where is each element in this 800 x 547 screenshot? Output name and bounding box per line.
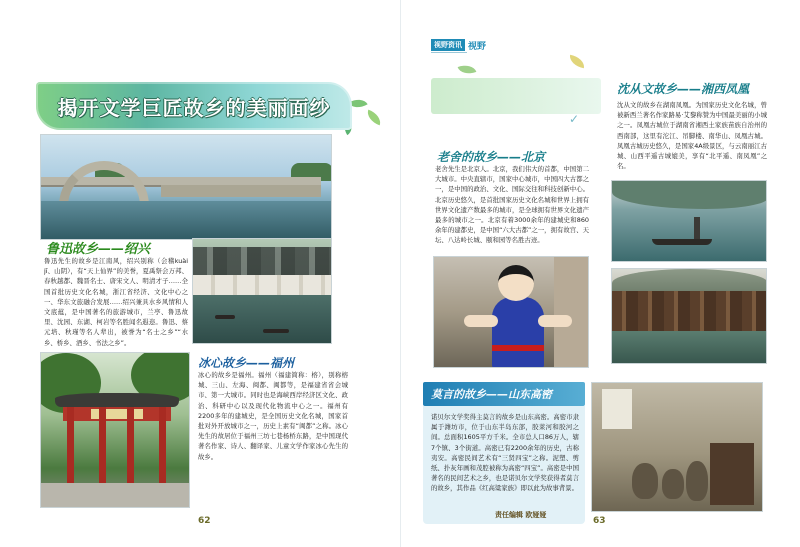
- fuzhou-text: 冰心的故乡是福州。福州（福建简称：榕），别称榕城、三山、左海、闽都、闽都等，是福建省省会城市、第一大城市。同时也是海峡西岸经济区文化、政治、科研中心以及现代化物流中心之一。福州有2200多年的建城史，是全国历史文化名城，国家首批对外开放城市之一，历史上素有“闽都”之称。冰心先生的故居位于福州三坊七巷杨桥东路，是中国现代著名作家、诗人、翻译家、儿童文学作家冰心先生的故乡。: [198, 371, 348, 461]
- banner-title: 揭开文学巨匠故乡的美丽面纱: [57, 95, 331, 120]
- page-number: 63: [593, 516, 606, 526]
- right-page: [400, 0, 800, 547]
- xiangxi-heading: 沈从文故乡——湘西凤凰: [617, 82, 750, 96]
- leaf-decoration: [365, 110, 384, 126]
- shaoxing-heading: 鲁迅故乡——绍兴: [46, 242, 151, 257]
- page-number: 62: [198, 516, 211, 526]
- figurine-photo: [433, 256, 589, 368]
- river-boat-photo: [611, 180, 767, 262]
- beijing-heading-bg: [431, 78, 601, 114]
- main-banner: [36, 82, 352, 130]
- water-town-photo: [192, 238, 332, 344]
- beijing-text: 老舍先生是北京人。北京，我们伟大的首都，中国第二大城市。中央直辖市，国家中心城市，中国四大古都之一，是中国的政治、文化、国际交往和科技创新中心。北京历史悠久，是首批国家历史文化名城和世界上拥有世界文化遗产数最多的城市，是全球拥有世界文化遗产最多的城市之一。北京有着3000余年的建城史和860余年的建都史，是中国“六大古都”之一，拥有故宫、天坛、八达岭长城、颐和园等名胜古迹。: [435, 165, 589, 245]
- stone-bridge-photo: [40, 134, 332, 240]
- xiangxi-text: 沈从文的故乡在湖南凤凰。为国家历史文化名城，曾被新西兰著名作家路易·艾黎称赞为中国最美丽的小城之一。凤凰古城位于湖南省湘西土家族苗族自治州的西南部，这里有沱江、吊脚楼、南华山、凤凰古城。凤凰古城历史悠久，是国家4A级景区，与云南丽江古城、山西平遥古城媲美，享有“北平遥、南凤凰”之名。: [617, 101, 767, 171]
- section-tag: [431, 38, 486, 52]
- bird-icon: ✓: [569, 112, 580, 126]
- fuzhou-heading: 冰心故乡——福州: [198, 356, 295, 370]
- leaf-decoration: [458, 62, 477, 78]
- section-tag-box: 视野资讯: [431, 39, 465, 51]
- shandong-text: 诺贝尔文学奖得主莫言的故乡是山东高密。高密市隶属于潍坊市，位于山东半岛东部，胶莱河和胶河之间。总面积1605平方千米。全市总人口86万人，辖7个镇、3个街道。高密已有2200余年的历史，古称夷安。高密民间艺术有“三贤四宝”之称。泥塑、剪纸、扑灰年画和茂腔被称为高密“四宝”。高密是中国著名的民间艺术之乡，也是诺贝尔文学奖获得者莫言的故乡，其作品《红高粱家族》即以此为故事背景。: [431, 413, 579, 493]
- shandong-heading: 莫言的故乡——山东高密: [431, 388, 552, 401]
- shandong-box: [423, 406, 585, 524]
- leaf-decoration: [568, 55, 586, 69]
- beijing-heading: 老舍的故乡——北京: [437, 150, 546, 164]
- shaoxing-text: 鲁迅先生的故乡是江南风，绍兴别称（会稽kuài jī、山阴），有“天上仙界”的美誉，夏禹祭会万邦、春秋越都、魏晋名士、唐宋文人、明清才子……全国首批历史文化名城，浙江省经济、文化中心之一、华东文旅融合发展……绍兴兼具水乡风情和人文底蕴，是中国著名的旅游城市，兰亭、鲁迅故里、沈园、东湖、柯岩等名胜闻名遐迩。鲁迅、蔡元培、秋瑾等名人辈出，被誉为“名士之乡”“水乡、桥乡、酒乡、书法之乡”。: [44, 257, 188, 346]
- section-tag-label: 视野: [468, 41, 487, 52]
- old-room-photo: [591, 382, 763, 512]
- stilt-houses-photo: [611, 268, 767, 364]
- editor-credit: 责任编辑 欧娅娅: [495, 511, 547, 519]
- memorial-gate-photo: [40, 352, 190, 508]
- shandong-heading-bar: [423, 382, 585, 406]
